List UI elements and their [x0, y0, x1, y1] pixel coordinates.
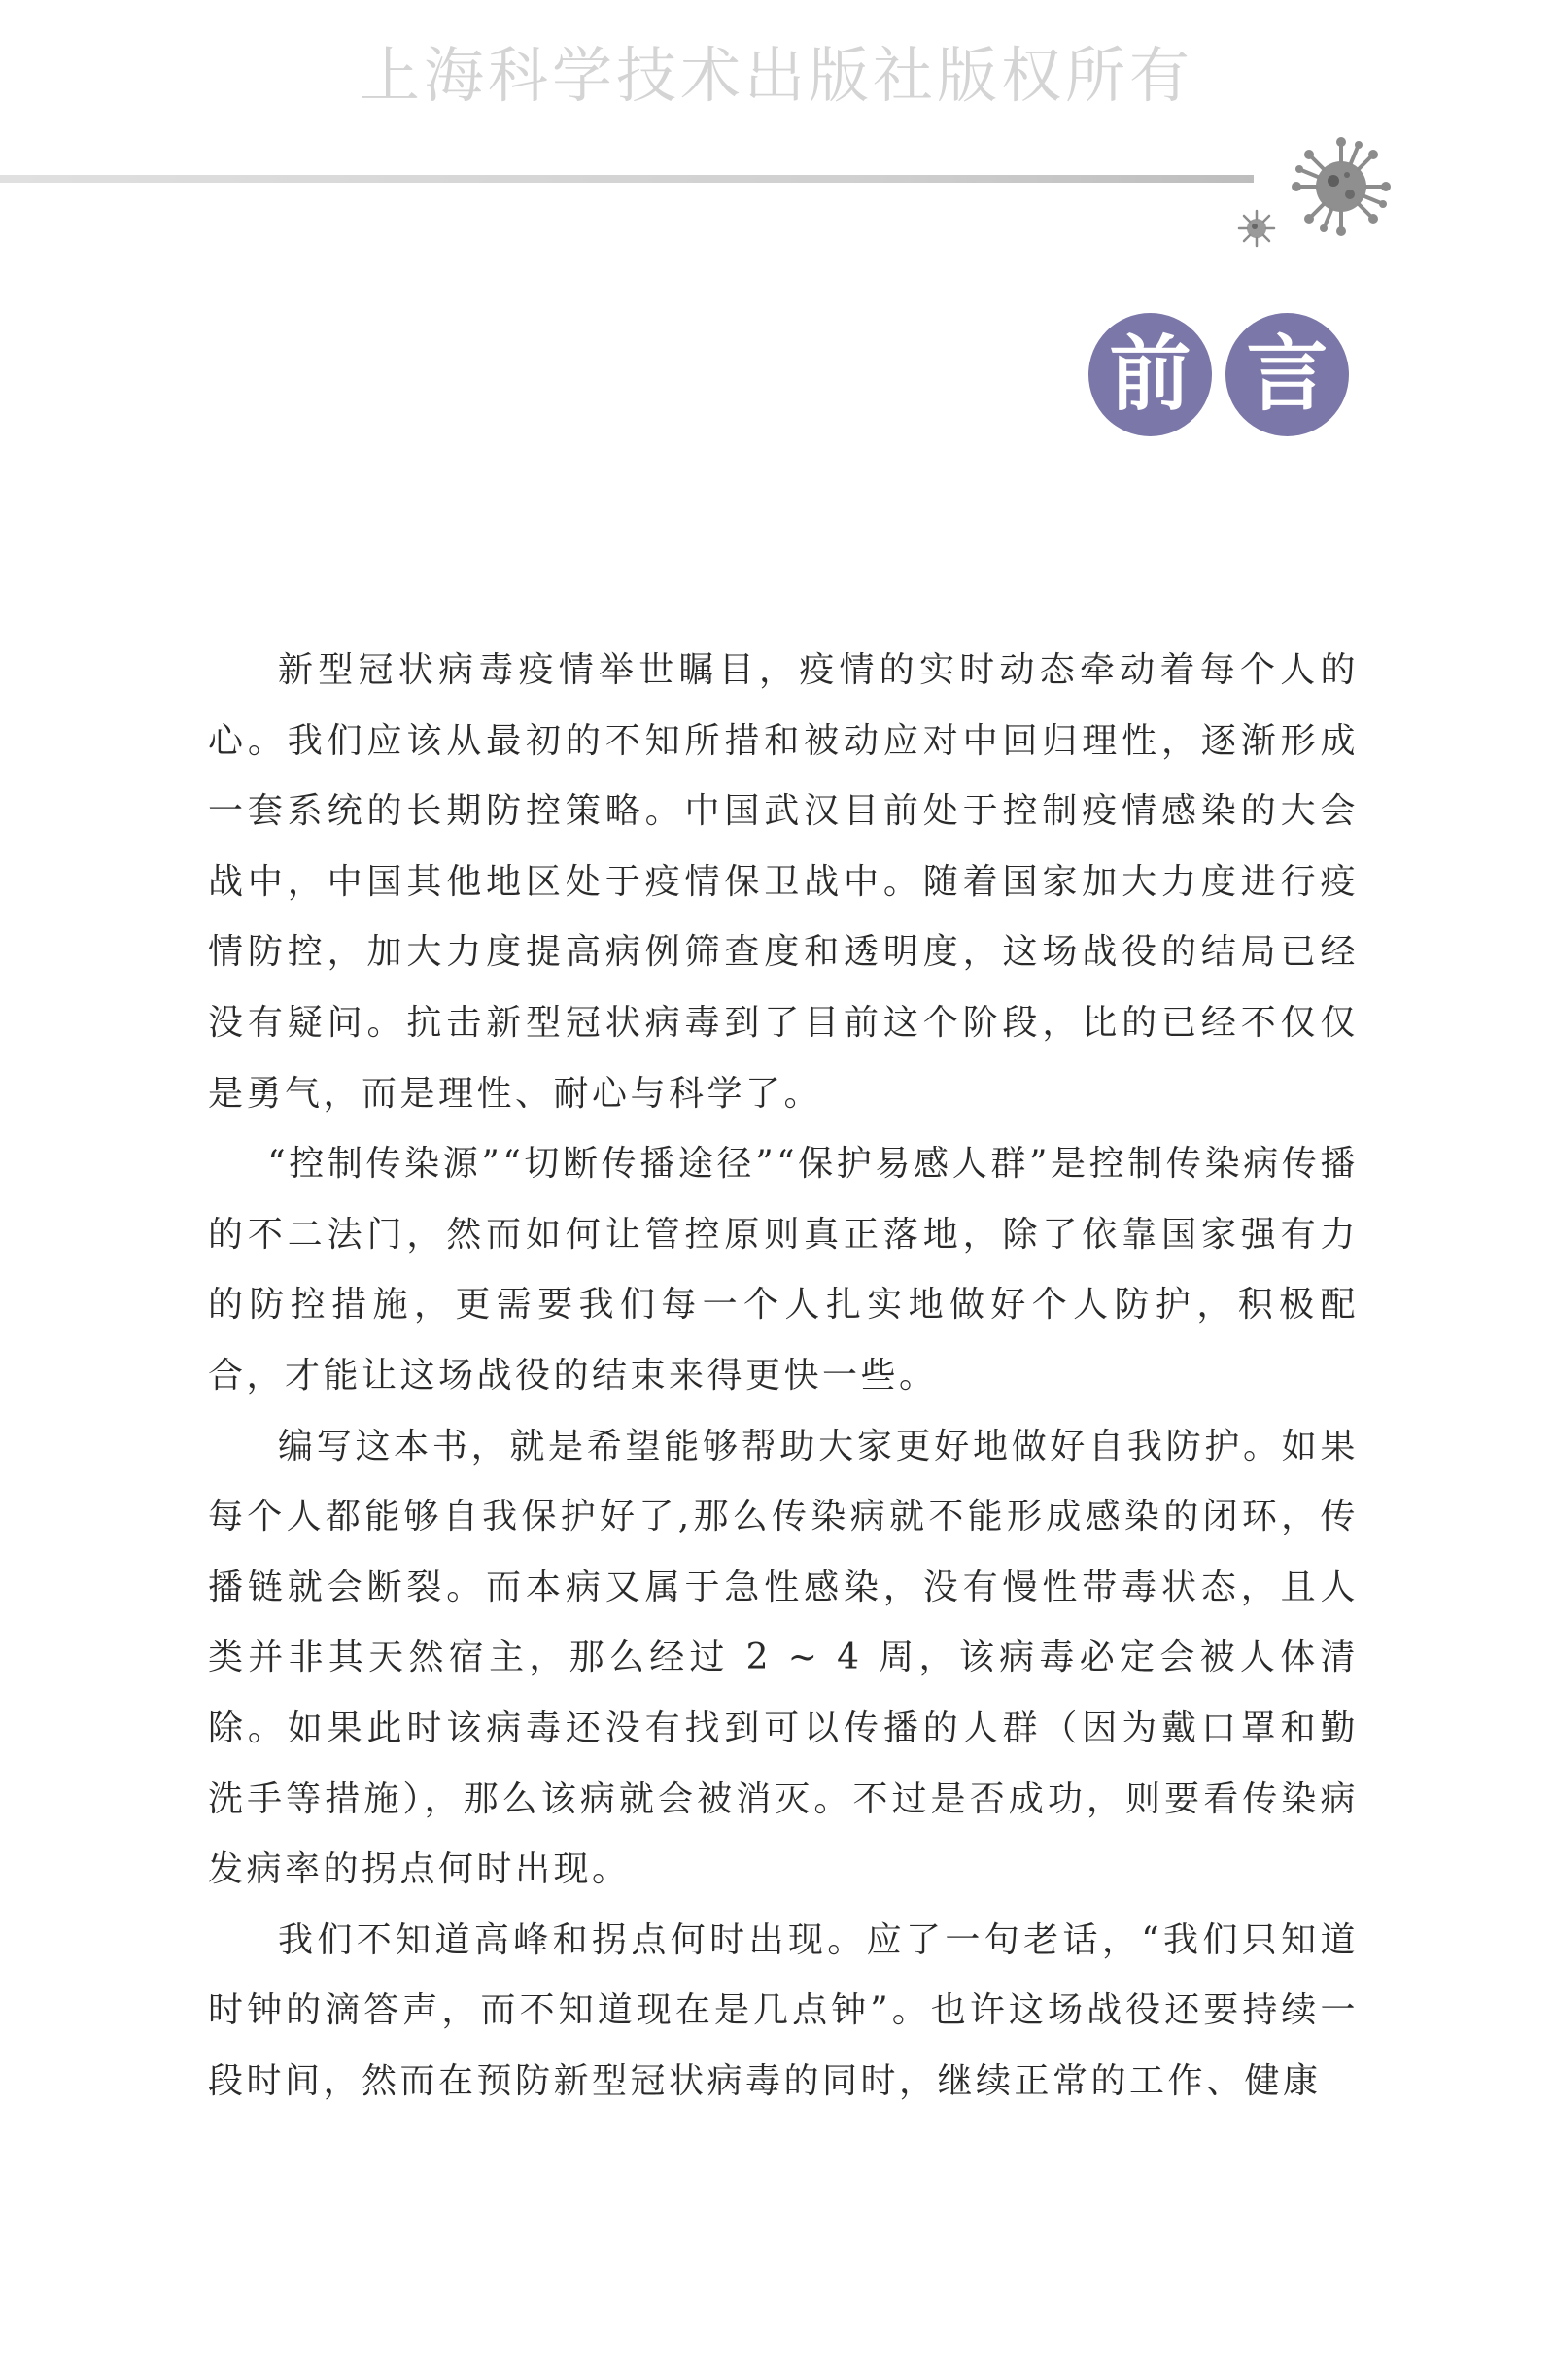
paragraph-2: “控制传染源”“切断传播途径”“保护易感人群”是控制传染病传播的不二法门，然而如何让管控原则真正落地，除了依靠国家强有力的防控措施，更需要我们每一个人扎实地做好个人防护，积极配合，才能让这场战役的结束来得更快一些。 [208, 1144, 1359, 1396]
copyright-watermark: 上海科学技术出版社版权所有 [359, 40, 1193, 111]
paragraph-4: 我们不知道高峰和拐点何时出现。应了一句老话，“我们只知道时钟的滴答声，而不知道现在是几点钟”。也许这场战役还要持续一段时间，然而在预防新型冠状病毒的同时，继续正常的工作、健康 [208, 1919, 1359, 2101]
preface-title [1088, 313, 1349, 436]
header-rule [0, 175, 1254, 183]
virus-icon [1225, 126, 1399, 262]
paragraph-3: 编写这本书，就是希望能够帮助大家更好地做好自我防护。如果每个人都能够自我保护好了,那么传染病就不能形成感染的闭环，传播链就会断裂。而本病又属于急性感染，没有慢性带毒状态，且人类并非其天然宿主，那么经过 2 ~ 4 周，该病毒必定会被人体清除。如果此时该病毒还没有找到可以传播的人群（因为戴口罩和勤洗手等措施），那么该病就会被消灭。不过是否成功，则要看传染病发病率的拐点何时出现。 [208, 1426, 1359, 1890]
preface-body [208, 636, 1359, 2117]
paragraph-1: 新型冠状病毒疫情举世瞩目，疫情的实时动态牵动着每个人的心。我们应该从最初的不知所措和被动应对中回归理性，逐渐形成一套系统的长期防控策略。中国武汉目前处于控制疫情感染的大会战中，中国其他地区处于疫情保卫战中。随着国家加大力度进行疫情防控，加大力度提高病例筛查度和透明度，这场战役的结局已经没有疑问。抗击新型冠状病毒到了目前这个阶段，比的已经不仅仅是勇气，而是理性、耐心与科学了。 [208, 650, 1359, 1114]
title-char-2: 言 [1225, 313, 1349, 436]
title-char-1: 前 [1088, 313, 1212, 436]
